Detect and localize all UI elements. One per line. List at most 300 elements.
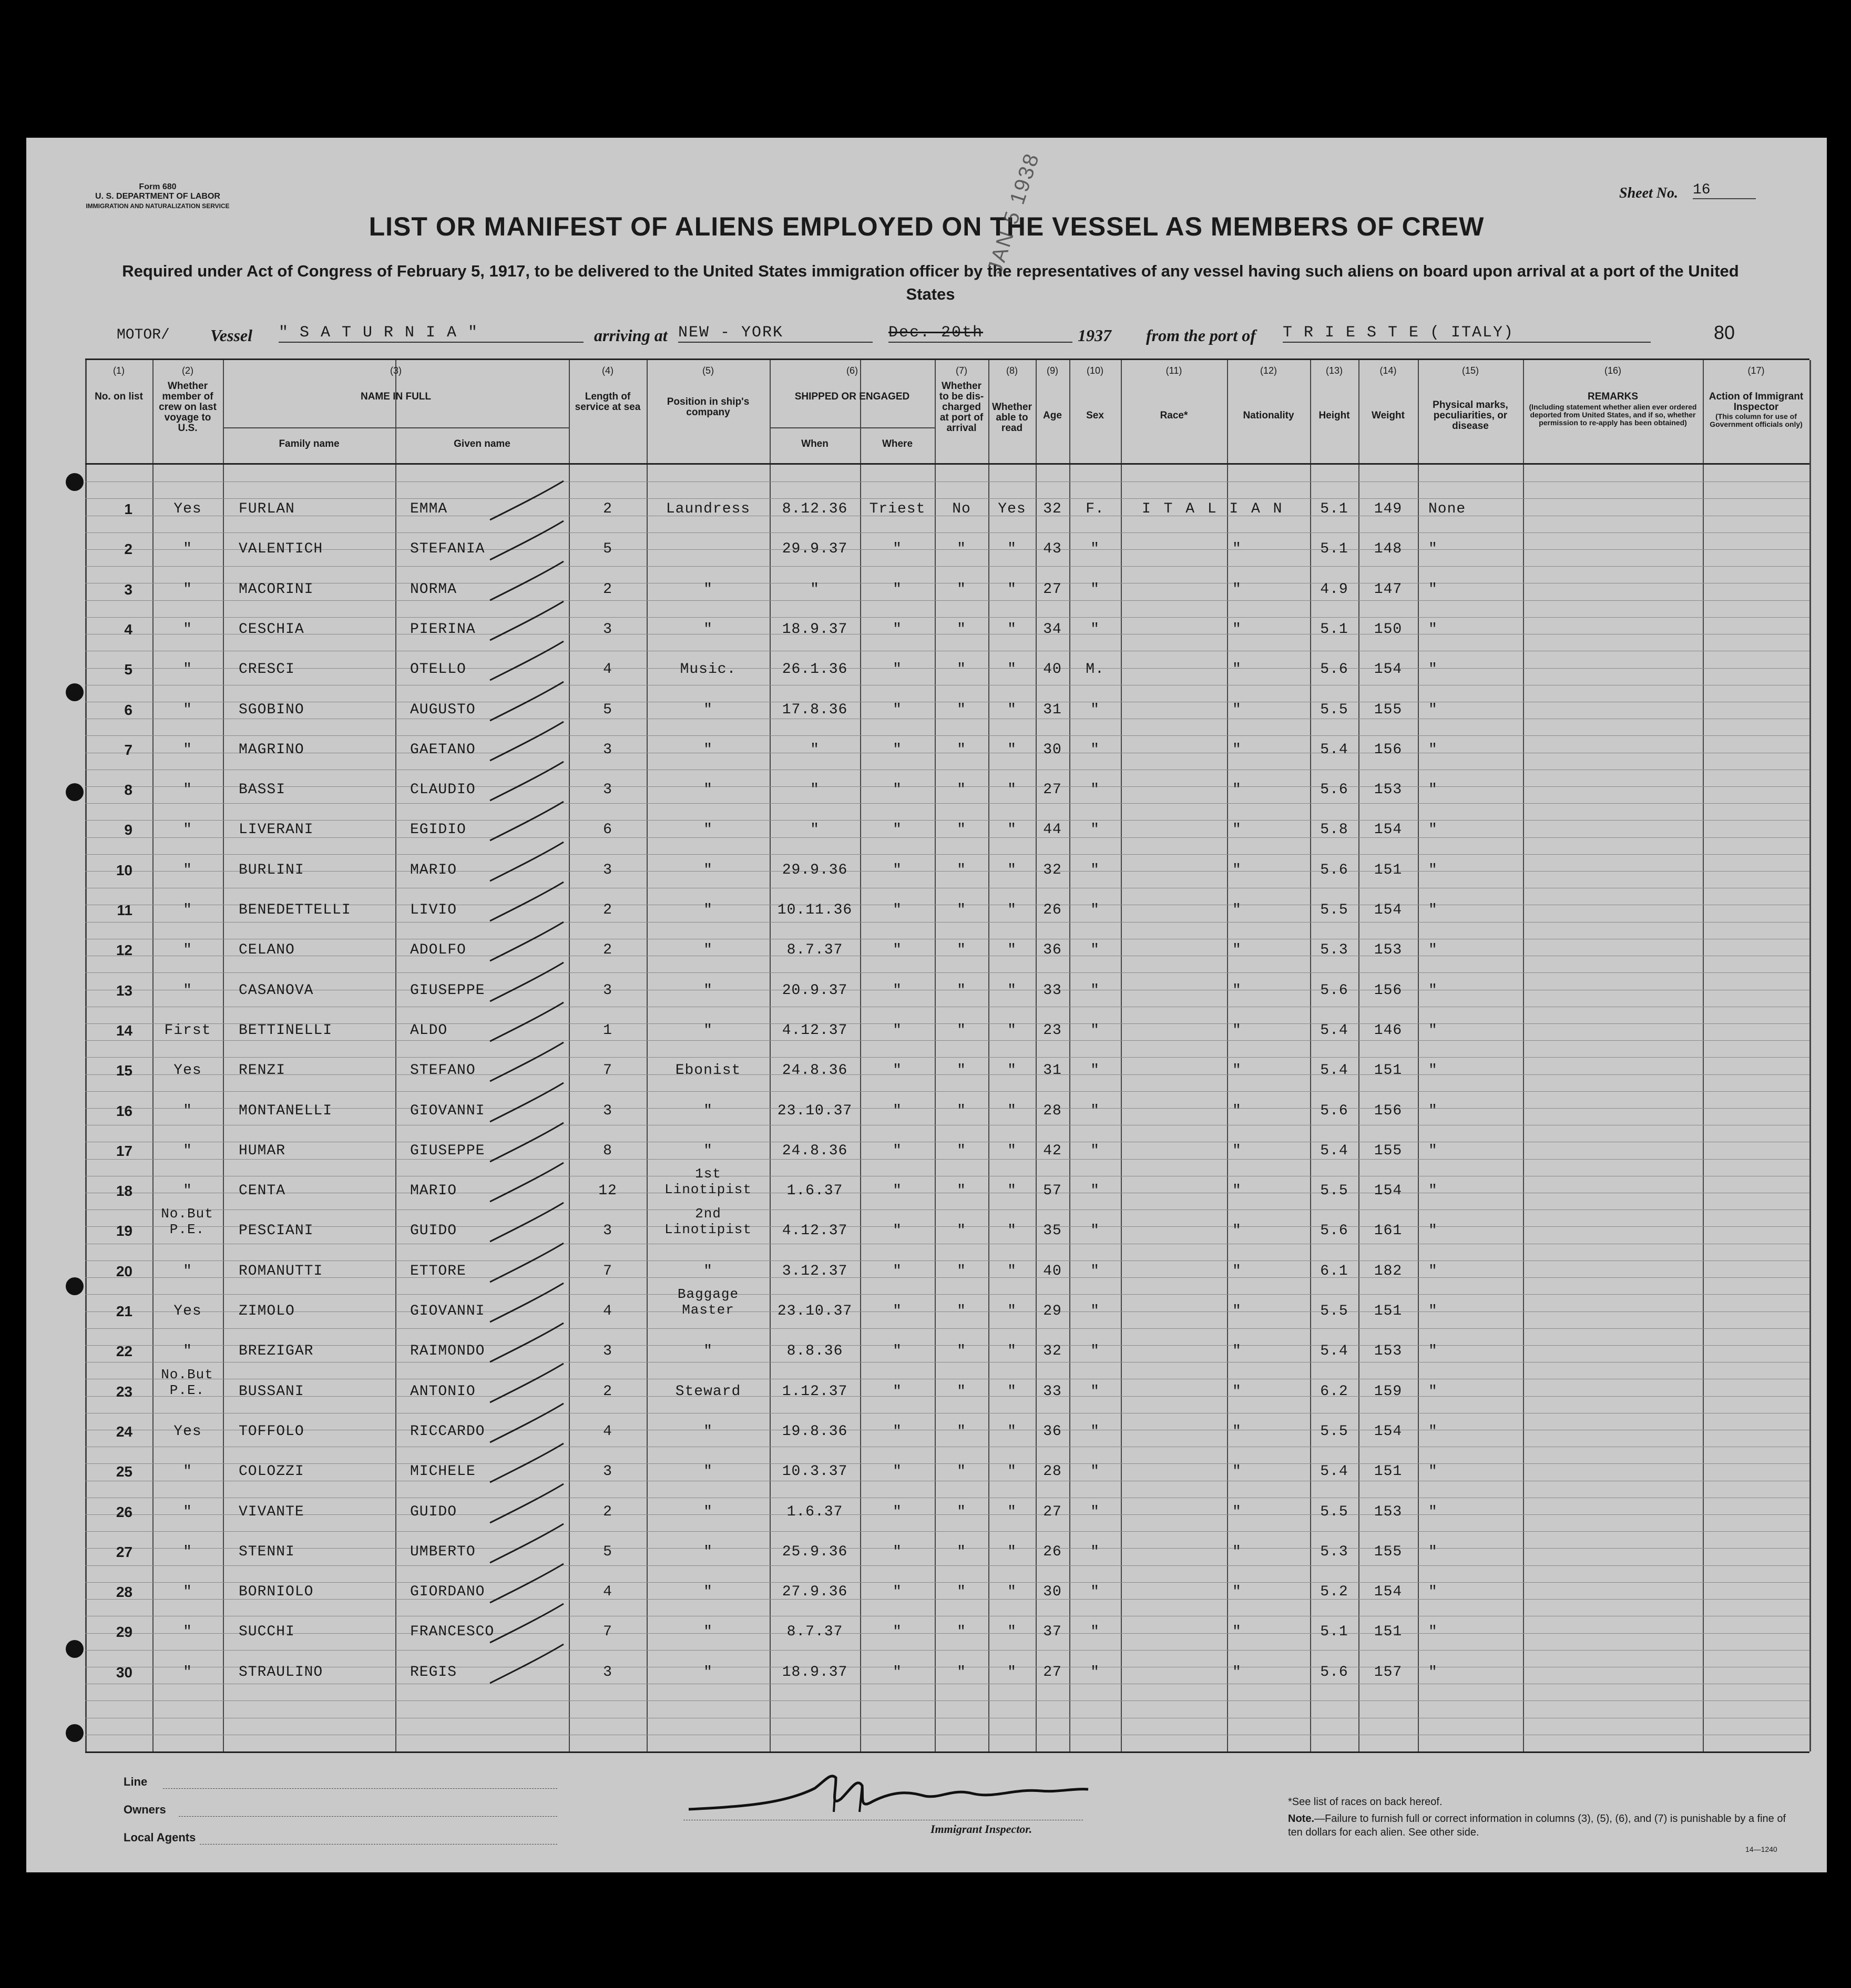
- cell-position: ": [703, 822, 713, 838]
- cell-when: 1.6.37: [786, 1503, 843, 1520]
- row-number: 27: [116, 1543, 132, 1560]
- cell-sex: ": [1090, 541, 1100, 558]
- cell-height: 5.3: [1320, 942, 1348, 959]
- table-row: [85, 1062, 1809, 1102]
- cell-age: 44: [1043, 822, 1062, 838]
- cell-sex: ": [1090, 1584, 1100, 1601]
- cell-marks: ": [1428, 581, 1438, 598]
- cell-read: ": [1007, 1584, 1017, 1601]
- cell-sex: ": [1090, 1664, 1100, 1680]
- cell-disch: ": [957, 621, 966, 638]
- cell-age: 57: [1043, 1183, 1062, 1200]
- cell-where: ": [893, 1102, 902, 1119]
- cell-service: 3: [603, 741, 612, 758]
- cell-sex: ": [1090, 1503, 1100, 1520]
- cell-marks: ": [1428, 1584, 1438, 1601]
- cell-age: 28: [1043, 1463, 1062, 1480]
- cell-family: STENNI: [239, 1543, 295, 1560]
- column-header-c3a: Family name: [279, 438, 340, 449]
- cell-prev: ": [183, 942, 192, 959]
- cell-where: ": [893, 1022, 902, 1039]
- cell-weight: 151: [1374, 862, 1403, 878]
- cell-given: PIERINA: [410, 621, 476, 638]
- cell-weight: 161: [1374, 1223, 1403, 1239]
- cell-family: STRAULINO: [239, 1664, 323, 1680]
- cell-sex: ": [1090, 1102, 1100, 1119]
- cell-weight: 151: [1374, 1303, 1403, 1319]
- cell-when: ": [810, 581, 820, 598]
- cell-given: REGIS: [410, 1664, 457, 1680]
- cell-weight: 153: [1374, 1503, 1403, 1520]
- cell-where: ": [893, 1303, 902, 1319]
- cell-service: 8: [603, 1142, 612, 1159]
- cell-marks: ": [1428, 822, 1438, 838]
- row-number: 1: [124, 501, 132, 517]
- cell-where: ": [893, 1463, 902, 1480]
- cell-given: NORMA: [410, 581, 457, 598]
- cell-marks: None: [1428, 501, 1466, 517]
- cell-sex: ": [1090, 741, 1100, 758]
- cell-when: 19.8.36: [782, 1423, 848, 1440]
- cell-weight: 156: [1374, 1102, 1403, 1119]
- punch-hole: [66, 1640, 84, 1658]
- cell-prev: No.But P.E.: [161, 1206, 213, 1238]
- cell-position: Ebonist: [675, 1062, 741, 1079]
- cell-given: GIOVANNI: [410, 1303, 485, 1319]
- cell-sex: ": [1090, 1263, 1100, 1279]
- table-row: [85, 621, 1809, 661]
- cell-age: 29: [1043, 1303, 1062, 1319]
- cell-nat: ": [1232, 701, 1242, 718]
- column-number: (3): [390, 365, 402, 376]
- column-number: (7): [956, 365, 967, 376]
- cell-weight: 151: [1374, 1062, 1403, 1079]
- cell-disch: ": [957, 1102, 966, 1119]
- cell-where: ": [893, 1543, 902, 1560]
- cell-weight: 182: [1374, 1263, 1403, 1279]
- cell-prev: ": [183, 741, 192, 758]
- cell-position: ": [703, 1664, 713, 1680]
- cell-service: 6: [603, 822, 612, 838]
- cell-family: BETTINELLI: [239, 1022, 333, 1039]
- column-header-c13: Height: [1318, 410, 1350, 421]
- cell-read: ": [1007, 701, 1017, 718]
- cell-where: ": [893, 1183, 902, 1200]
- column-number: (16): [1604, 365, 1621, 376]
- cell-when: 8.7.37: [786, 1624, 843, 1641]
- cell-given: FRANCESCO: [410, 1624, 495, 1641]
- cell-service: 4: [603, 1584, 612, 1601]
- table-row: [85, 702, 1809, 742]
- cell-weight: 155: [1374, 1543, 1403, 1560]
- cell-disch: ": [957, 541, 966, 558]
- cell-prev: Yes: [173, 501, 202, 517]
- cell-nat: ": [1232, 581, 1242, 598]
- cell-marks: ": [1428, 621, 1438, 638]
- cell-given: MICHELE: [410, 1463, 476, 1480]
- cell-where: ": [893, 1263, 902, 1279]
- cell-given: ETTORE: [410, 1263, 466, 1279]
- cell-service: 5: [603, 541, 612, 558]
- cell-service: 4: [603, 661, 612, 678]
- cell-disch: ": [957, 942, 966, 959]
- races-note: *See list of races on back hereof.: [1288, 1796, 1443, 1808]
- cell-marks: ": [1428, 862, 1438, 878]
- cell-nat: ": [1232, 1263, 1242, 1279]
- table-row: [85, 742, 1809, 782]
- cell-disch: No: [952, 501, 971, 517]
- crew-table: [85, 358, 1809, 1753]
- cell-family: CRESCI: [239, 661, 295, 678]
- cell-position: ": [703, 1263, 713, 1279]
- row-number: 22: [116, 1343, 132, 1360]
- column-header-c12: Nationality: [1243, 410, 1294, 421]
- cell-sex: ": [1090, 902, 1100, 918]
- cell-where: ": [893, 902, 902, 918]
- cell-age: 32: [1043, 862, 1062, 878]
- line-label: Line: [124, 1775, 148, 1788]
- cell-sex: ": [1090, 1343, 1100, 1360]
- note-prefix: Note.: [1288, 1813, 1314, 1825]
- cell-marks: ": [1428, 1223, 1438, 1239]
- form-code: 14—1240: [1745, 1845, 1777, 1853]
- cell-prev: ": [183, 581, 192, 598]
- cell-family: ROMANUTTI: [239, 1263, 323, 1279]
- cell-given: GIOVANNI: [410, 1102, 485, 1119]
- cell-where: ": [893, 1503, 902, 1520]
- cell-service: 2: [603, 1503, 612, 1520]
- cell-position: ": [703, 581, 713, 598]
- cell-age: 36: [1043, 1423, 1062, 1440]
- column-header-c17b: (This column for use of Government officials only): [1710, 412, 1803, 428]
- cell-position: ": [703, 1624, 713, 1641]
- row-number: 12: [116, 942, 132, 959]
- table-row: [85, 1166, 1809, 1223]
- table-row: [85, 1366, 1809, 1423]
- cell-height: 5.1: [1320, 1624, 1348, 1641]
- cell-read: ": [1007, 1062, 1017, 1079]
- ruled-line: [85, 481, 1809, 482]
- cell-given: AUGUSTO: [410, 701, 476, 718]
- cell-disch: ": [957, 1423, 966, 1440]
- cell-read: ": [1007, 942, 1017, 959]
- cell-disch: ": [957, 782, 966, 798]
- cell-nat: ": [1232, 1624, 1242, 1641]
- table-row: [85, 1664, 1809, 1704]
- cell-read: ": [1007, 1463, 1017, 1480]
- cell-when: 23.10.37: [777, 1102, 853, 1119]
- cell-read: ": [1007, 902, 1017, 918]
- row-number: 30: [116, 1664, 132, 1680]
- cell-height: 5.2: [1320, 1584, 1348, 1601]
- cell-read: ": [1007, 982, 1017, 999]
- cell-disch: ": [957, 741, 966, 758]
- cell-sex: ": [1090, 1423, 1100, 1440]
- cell-sex: ": [1090, 1463, 1100, 1480]
- row-number: 15: [116, 1062, 132, 1079]
- row-number: 5: [124, 661, 132, 678]
- cell-prev: First: [164, 1022, 211, 1039]
- column-header-c11: Race*: [1160, 410, 1188, 421]
- cell-marks: ": [1428, 1503, 1438, 1520]
- column-number: (17): [1747, 365, 1765, 376]
- cell-read: ": [1007, 1664, 1017, 1680]
- cell-marks: ": [1428, 1543, 1438, 1560]
- cell-height: 5.5: [1320, 902, 1348, 918]
- table-row: [85, 661, 1809, 701]
- column-header-c3: NAME IN FULL: [360, 391, 432, 402]
- row-number: 14: [116, 1022, 132, 1039]
- cell-age: 26: [1043, 902, 1062, 918]
- row-number: 13: [116, 982, 132, 999]
- owners-label: Owners: [124, 1803, 166, 1816]
- column-number: (13): [1325, 365, 1343, 376]
- cell-family: FURLAN: [239, 501, 295, 517]
- cell-disch: ": [957, 1183, 966, 1200]
- punch-hole: [66, 683, 84, 701]
- table-row: [85, 1206, 1809, 1263]
- table-row: [85, 1504, 1809, 1544]
- cell-service: 2: [603, 1383, 612, 1400]
- cell-prev: ": [183, 1102, 192, 1119]
- punch-hole: [66, 783, 84, 801]
- punch-hole: [66, 473, 84, 491]
- table-row: [85, 541, 1809, 581]
- column-header-c1: No. on list: [95, 391, 143, 402]
- table-row: [85, 1286, 1809, 1343]
- service-name: IMMIGRATION AND NATURALIZATION SERVICE: [86, 202, 230, 210]
- cell-family: RENZI: [239, 1062, 286, 1079]
- cell-position: Baggage Master: [677, 1286, 739, 1318]
- cell-height: 5.4: [1320, 1142, 1348, 1159]
- cell-read: ": [1007, 1303, 1017, 1319]
- cell-nat: ": [1232, 1303, 1242, 1319]
- cell-marks: ": [1428, 1183, 1438, 1200]
- cell-where: ": [893, 942, 902, 959]
- cell-position: ": [703, 1343, 713, 1360]
- cell-weight: 150: [1374, 621, 1403, 638]
- cell-marks: ": [1428, 1423, 1438, 1440]
- cell-weight: 153: [1374, 1343, 1403, 1360]
- column-header-c16b: (Including statement whether alien ever ordered deported from United States, and if so, whether permission to re-apply has been obtained): [1529, 403, 1697, 427]
- column-number: (11): [1165, 365, 1182, 376]
- cell-disch: ": [957, 1383, 966, 1400]
- cell-marks: ": [1428, 1022, 1438, 1039]
- cell-prev: ": [183, 1183, 192, 1200]
- cell-when: 24.8.36: [782, 1062, 848, 1079]
- cell-prev: ": [183, 1463, 192, 1480]
- cell-nat: ": [1232, 1062, 1242, 1079]
- column-header-c6b: Where: [882, 438, 913, 449]
- cell-given: ANTONIO: [410, 1383, 476, 1400]
- cell-when: ": [810, 741, 820, 758]
- row-number: 6: [124, 701, 132, 718]
- cell-prev: Yes: [173, 1303, 202, 1319]
- cell-weight: 154: [1374, 661, 1403, 678]
- cell-age: 27: [1043, 581, 1062, 598]
- arriving-port: NEW - YORK: [678, 324, 873, 343]
- cell-when: 8.7.37: [786, 942, 843, 959]
- column-number: (4): [602, 365, 613, 376]
- column-number: (8): [1006, 365, 1018, 376]
- cell-prev: ": [183, 1343, 192, 1360]
- cell-sex: ": [1090, 782, 1100, 798]
- cell-position: ": [703, 1463, 713, 1480]
- cell-weight: 155: [1374, 701, 1403, 718]
- cell-nat: ": [1232, 1584, 1242, 1601]
- cell-height: 6.2: [1320, 1383, 1348, 1400]
- cell-disch: ": [957, 1624, 966, 1641]
- cell-marks: ": [1428, 541, 1438, 558]
- row-number: 3: [124, 581, 132, 598]
- cell-position: ": [703, 1503, 713, 1520]
- cell-disch: ": [957, 982, 966, 999]
- cell-age: 27: [1043, 1503, 1062, 1520]
- cell-prev: ": [183, 1624, 192, 1641]
- cell-position: ": [703, 782, 713, 798]
- cell-prev: ": [183, 782, 192, 798]
- cell-when: 27.9.36: [782, 1584, 848, 1601]
- cell-marks: ": [1428, 1343, 1438, 1360]
- line-field: [163, 1788, 557, 1789]
- cell-nat: ": [1232, 1383, 1242, 1400]
- cell-age: 31: [1043, 1062, 1062, 1079]
- cell-family: BURLINI: [239, 862, 304, 878]
- cell-read: ": [1007, 1022, 1017, 1039]
- cell-height: 5.5: [1320, 1503, 1348, 1520]
- cell-read: ": [1007, 822, 1017, 838]
- cell-race: I T A L I A N: [1142, 501, 1284, 517]
- cell-sex: ": [1090, 1223, 1100, 1239]
- cell-marks: ": [1428, 942, 1438, 959]
- cell-marks: ": [1428, 1463, 1438, 1480]
- cell-family: CESCHIA: [239, 621, 304, 638]
- cell-marks: ": [1428, 982, 1438, 999]
- cell-marks: ": [1428, 1624, 1438, 1641]
- row-number: 7: [124, 741, 132, 758]
- cell-when: 4.12.37: [782, 1022, 848, 1039]
- cell-read: ": [1007, 1263, 1017, 1279]
- row-number: 28: [116, 1584, 132, 1601]
- cell-where: ": [893, 1142, 902, 1159]
- check-mark-stroke: [485, 1641, 569, 1688]
- cell-disch: ": [957, 902, 966, 918]
- cell-disch: ": [957, 701, 966, 718]
- cell-height: 5.5: [1320, 1303, 1348, 1319]
- cell-prev: ": [183, 1584, 192, 1601]
- cell-age: 26: [1043, 1543, 1062, 1560]
- column-number: (1): [113, 365, 125, 376]
- cell-age: 27: [1043, 1664, 1062, 1680]
- cell-height: 5.6: [1320, 1664, 1348, 1680]
- cell-read: Yes: [998, 501, 1026, 517]
- motor-label: MOTOR/: [117, 327, 170, 343]
- cell-age: 40: [1043, 1263, 1062, 1279]
- inspector-signature: [678, 1757, 1109, 1830]
- cell-sex: M.: [1086, 661, 1105, 678]
- from-port-label: from the port of: [1146, 326, 1256, 345]
- cell-weight: 154: [1374, 822, 1403, 838]
- cell-nat: ": [1232, 982, 1242, 999]
- cell-service: 1: [603, 1022, 612, 1039]
- table-row: [85, 782, 1809, 822]
- cell-given: GIUSEPPE: [410, 1142, 485, 1159]
- cell-height: 5.5: [1320, 1423, 1348, 1440]
- cell-prev: No.But P.E.: [161, 1366, 213, 1398]
- arrival-year: 1937: [1078, 326, 1111, 345]
- column-header-c9: Age: [1043, 410, 1062, 421]
- cell-age: 23: [1043, 1022, 1062, 1039]
- table-row: [85, 1263, 1809, 1303]
- cell-height: 5.1: [1320, 541, 1348, 558]
- cell-sex: F.: [1086, 501, 1105, 517]
- cell-position: ": [703, 1022, 713, 1039]
- cell-given: ADOLFO: [410, 942, 466, 959]
- cell-disch: ": [957, 822, 966, 838]
- cell-prev: ": [183, 902, 192, 918]
- row-number: 2: [124, 541, 132, 558]
- cell-position: ": [703, 741, 713, 758]
- cell-given: MARIO: [410, 862, 457, 878]
- cell-family: MAGRINO: [239, 741, 304, 758]
- cell-disch: ": [957, 1584, 966, 1601]
- cell-weight: 154: [1374, 1183, 1403, 1200]
- cell-height: 5.6: [1320, 661, 1348, 678]
- cell-family: BREZIGAR: [239, 1343, 314, 1360]
- cell-given: GUIDO: [410, 1223, 457, 1239]
- cell-position: ": [703, 621, 713, 638]
- cell-prev: ": [183, 822, 192, 838]
- cell-service: 3: [603, 862, 612, 878]
- cell-service: 3: [603, 1223, 612, 1239]
- cell-service: 5: [603, 1543, 612, 1560]
- cell-read: ": [1007, 1142, 1017, 1159]
- cell-height: 4.9: [1320, 581, 1348, 598]
- cell-family: CENTA: [239, 1183, 286, 1200]
- punch-hole: [66, 1724, 84, 1742]
- cell-height: 5.4: [1320, 741, 1348, 758]
- cell-where: ": [893, 822, 902, 838]
- cell-read: ": [1007, 1223, 1017, 1239]
- cell-disch: ": [957, 1543, 966, 1560]
- cell-family: BUSSANI: [239, 1383, 304, 1400]
- cell-service: 3: [603, 782, 612, 798]
- cell-where: ": [893, 862, 902, 878]
- cell-nat: ": [1232, 822, 1242, 838]
- cell-age: 37: [1043, 1624, 1062, 1641]
- cell-where: ": [893, 1383, 902, 1400]
- cell-prev: ": [183, 982, 192, 999]
- cell-prev: ": [183, 1503, 192, 1520]
- page-number: 80: [1714, 322, 1735, 343]
- cell-nat: ": [1232, 902, 1242, 918]
- cell-where: ": [893, 621, 902, 638]
- cell-service: 7: [603, 1624, 612, 1641]
- cell-position: ": [703, 862, 713, 878]
- cell-nat: ": [1232, 1022, 1242, 1039]
- cell-read: ": [1007, 862, 1017, 878]
- cell-when: 26.1.36: [782, 661, 848, 678]
- cell-age: 28: [1043, 1102, 1062, 1119]
- cell-read: ": [1007, 1423, 1017, 1440]
- manifest-sheet: [26, 138, 1827, 1872]
- cell-marks: ": [1428, 902, 1438, 918]
- inspector-label: Immigrant Inspector.: [930, 1822, 1032, 1836]
- cell-sex: ": [1090, 1543, 1100, 1560]
- cell-read: ": [1007, 1543, 1017, 1560]
- cell-weight: 159: [1374, 1383, 1403, 1400]
- cell-sex: ": [1090, 1183, 1100, 1200]
